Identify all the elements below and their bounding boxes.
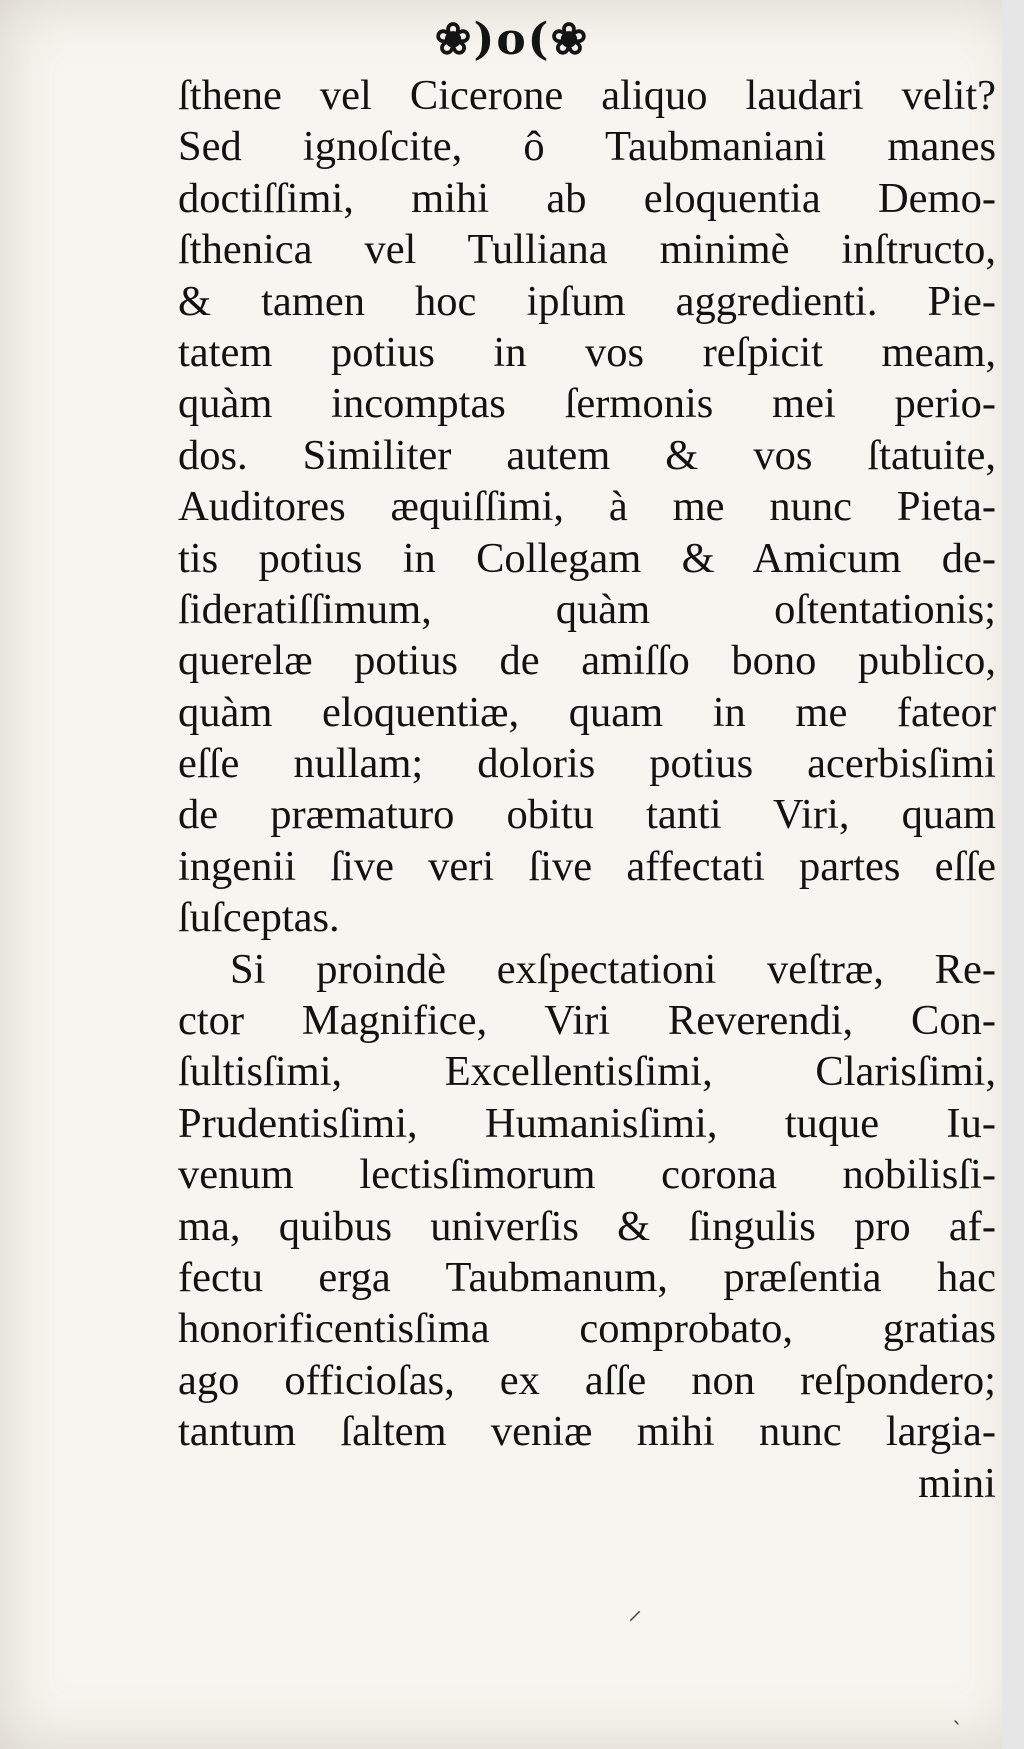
text-line: quàm eloquentiæ, quam in me fateor: [178, 688, 996, 736]
text-line: Auditores æquiſſimi, à me nunc Pieta-: [178, 483, 996, 531]
text-line: ago officioſas, ex aſſe non reſpondero;: [178, 1356, 996, 1404]
text-line: ſideratiſſimum, quàm oſtentationis;: [178, 585, 996, 633]
running-head: ❀)o(❀: [434, 14, 590, 65]
text-line: fectu erga Taubmanum, præſentia hac: [178, 1253, 996, 1301]
text-line: venum lectisſimorum corona nobilisſi-: [178, 1151, 996, 1199]
text-line: ma, quibus univerſis & ſingulis pro af-: [178, 1202, 996, 1250]
ink-speck: ⸝: [628, 1593, 643, 1626]
page-edge: [1002, 0, 1024, 1749]
text-line: ctor Magnifice, Viri Reverendi, Con-: [178, 997, 996, 1045]
body-text: [178, 70, 996, 1509]
text-line: tis potius in Collegam & Amicum de-: [178, 534, 996, 582]
text-line: quàm incomptas ſermonis mei perio-: [178, 380, 996, 428]
text-line: ingenii ſive veri ſive affectati partes eſſe: [178, 842, 996, 890]
text-line: ſuſceptas.: [178, 894, 340, 942]
ink-speck: ˎ: [952, 1700, 963, 1725]
catchword: mini: [918, 1459, 996, 1507]
text-line: tantum ſaltem veniæ mihi nunc largia-: [178, 1408, 996, 1456]
text-line: eſſe nullam; doloris potius acerbisſimi: [178, 740, 996, 788]
text-line: ſultisſimi, Excellentisſimi, Clarisſimi,: [178, 1048, 996, 1096]
text-line: dos. Similiter autem & vos ſtatuite,: [178, 431, 996, 479]
text-line: querelæ potius de amiſſo bono publico,: [178, 637, 996, 685]
text-line: ſthene vel Cicerone aliquo laudari velit?: [178, 72, 996, 119]
text-line: & tamen hoc ipſum aggredienti. Pie-: [178, 277, 996, 325]
text-line: ſthenica vel Tulliana minimè inſtructo,: [178, 226, 996, 274]
text-line: Prudentisſimi, Humanisſimi, tuque Iu-: [178, 1099, 996, 1147]
text-line: honorificentisſima comprobato, gratias: [178, 1305, 996, 1353]
text-line: Si proindè exſpectationi veſtræ, Re-: [230, 945, 996, 993]
text-line: doctiſſimi, mihi ab eloquentia Demo-: [178, 174, 996, 222]
text-line: tatem potius in vos reſpicit meam,: [178, 328, 996, 376]
text-line: Sed ignoſcite, ô Taubmaniani manes: [178, 123, 996, 171]
text-line: de præmaturo obitu tanti Viri, quam: [178, 791, 996, 839]
